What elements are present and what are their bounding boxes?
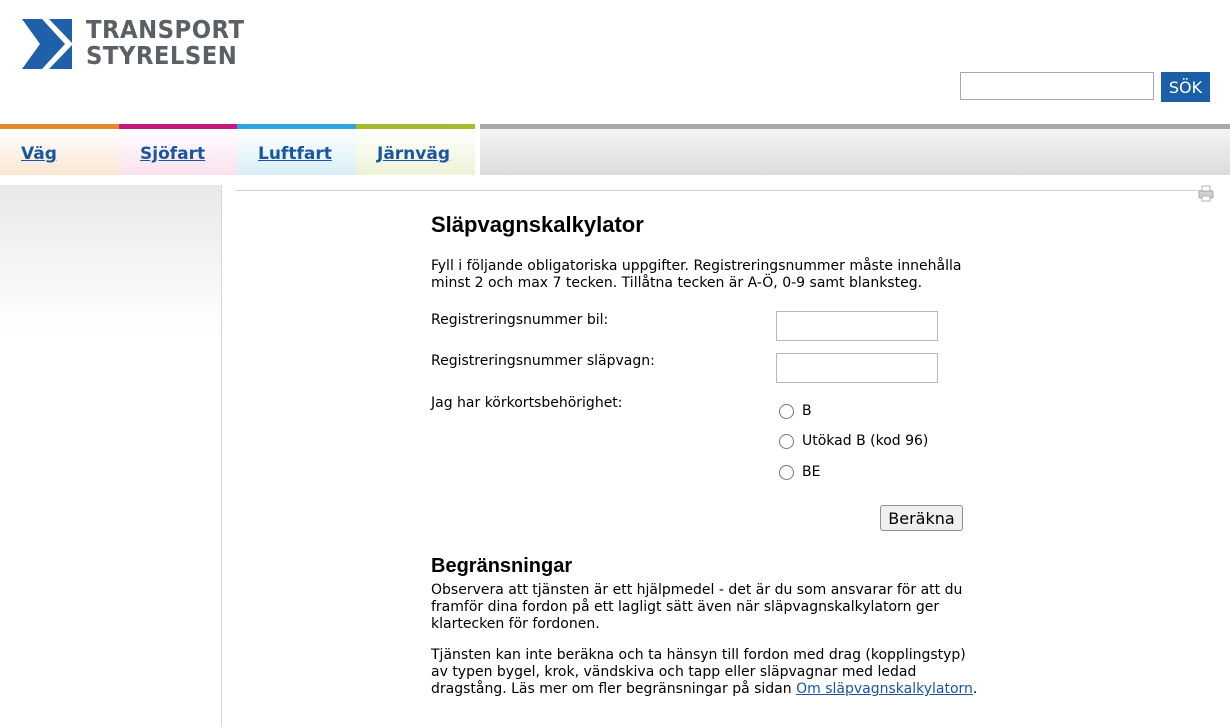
limitations-paragraph-2-text: Tjänsten kan inte beräkna och ta hänsyn till fordon med drag (kopplingstyp) av typen bygel, krok, vändskiva och tapp eller släpvagnar med ledad dragstång. Läs mer om fler begränsningar på sidan <box>431 647 966 697</box>
nav-tab-sjofart[interactable] <box>119 124 238 175</box>
site-logo[interactable] <box>22 15 252 73</box>
calculate-button[interactable]: Beräkna <box>880 505 963 531</box>
license-option-be[interactable] <box>779 462 820 482</box>
main-nav <box>0 124 475 175</box>
license-radio-be[interactable] <box>779 465 794 480</box>
license-option-b96[interactable] <box>779 431 928 451</box>
license-label: Jag har körkortsbehörighet: <box>431 395 623 411</box>
search-button[interactable]: SÖK <box>1161 72 1210 102</box>
license-radio-be-label[interactable]: BE <box>802 464 821 480</box>
nav-tab-luftfart-link[interactable]: Luftfart <box>258 144 332 164</box>
nav-tab-luftfart[interactable] <box>237 124 356 175</box>
nav-tab-vag[interactable] <box>0 124 119 175</box>
left-sidebar <box>0 185 222 727</box>
logo-line-1: TRANSPORT <box>86 15 245 44</box>
limitations-paragraph-2-end: . <box>972 681 978 697</box>
trailer-reg-input[interactable] <box>776 353 938 383</box>
nav-tab-jarnvag-link[interactable]: Järnväg <box>377 144 451 164</box>
limitations-paragraph-2 <box>431 647 981 698</box>
car-reg-input[interactable] <box>776 311 938 341</box>
license-radio-b[interactable] <box>779 404 794 419</box>
limitations-title: Begränsningar <box>431 555 573 577</box>
print-icon[interactable] <box>1198 185 1214 202</box>
license-radio-b96-label[interactable]: Utökad B (kod 96) <box>802 433 929 449</box>
license-radio-b-label[interactable]: B <box>802 403 812 419</box>
limitations-paragraph-1: Observera att tjänsten är ett hjälpmedel - det är du som ansvarar för att du framför dina fordon på ett lagligt sätt även när släpvagnskalkylatorn ger klartecken för fordonen. <box>431 582 963 632</box>
trailer-reg-label: Registreringsnummer släpvagn: <box>431 353 655 369</box>
nav-filler-bar <box>480 124 1230 175</box>
license-radio-b96[interactable] <box>779 434 794 449</box>
about-calculator-link[interactable]: Om släpvagnskalkylatorn <box>796 681 973 697</box>
search-input[interactable] <box>960 72 1154 100</box>
nav-tab-vag-link[interactable]: Väg <box>21 144 57 164</box>
page-title: Släpvagnskalkylator <box>431 212 644 237</box>
logo-wordmark <box>86 17 245 69</box>
intro-text: Fyll i följande obligatoriska uppgifter. Registreringsnummer måste innehålla minst 2 och max 7 tecken. Tillåtna tecken är A-Ö, 0-9 samt blanksteg. <box>431 258 962 291</box>
content-divider <box>236 190 1212 191</box>
nav-tab-jarnvag[interactable] <box>356 124 475 175</box>
logo-line-2: STYRELSEN <box>86 41 238 70</box>
nav-tab-sjofart-link[interactable]: Sjöfart <box>140 144 206 164</box>
car-reg-label: Registreringsnummer bil: <box>431 312 609 328</box>
transportstyrelsen-logo-icon <box>22 19 72 69</box>
license-option-b[interactable] <box>779 401 812 421</box>
